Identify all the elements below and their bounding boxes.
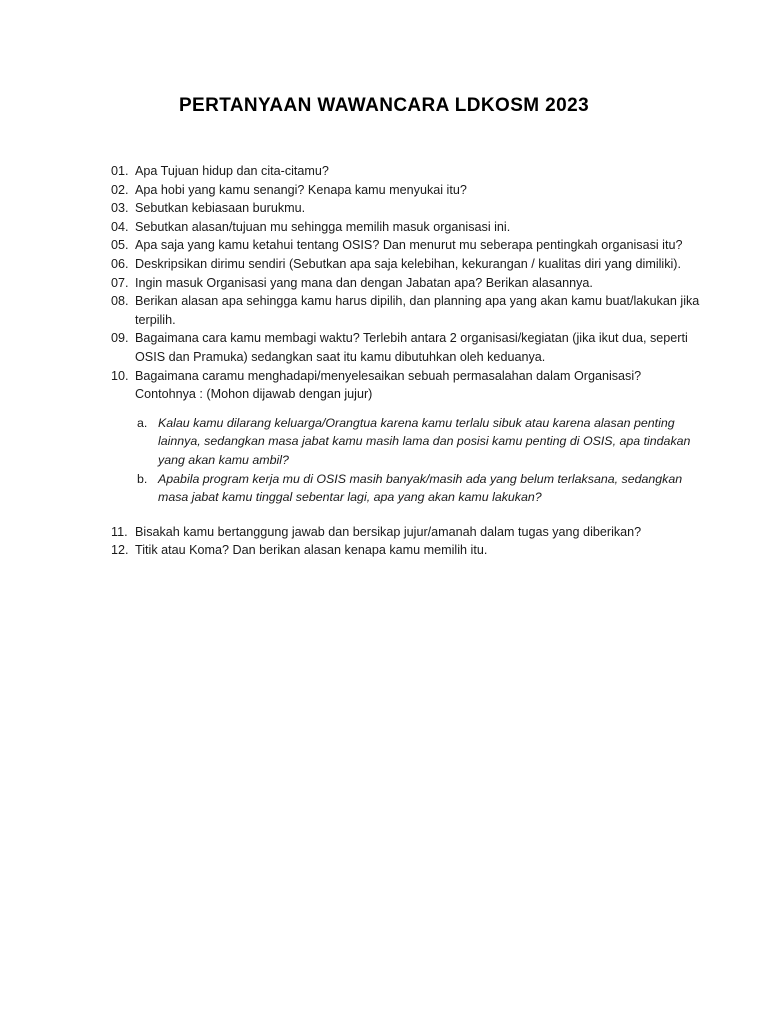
question-item-07 — [111, 274, 701, 293]
question-item-09 — [111, 329, 701, 366]
sub-question-letter: a. — [137, 415, 148, 430]
question-list — [111, 162, 701, 560]
question-number: 01. — [111, 164, 129, 178]
question-item-03 — [111, 199, 701, 218]
sub-question-text: Kalau kamu dilarang keluarga/Orangtua karena kamu terlalu sibuk atau karena alasan penting lainnya, sedangkan masa jabat kamu masih lama dan posisi kamu penting di OSIS, apa tindakan yang akan kamu ambil? — [158, 415, 691, 467]
question-item-11 — [111, 523, 701, 542]
question-text: Apa hobi yang kamu senangi? Kenapa kamu menyukai itu? — [135, 182, 467, 197]
question-text: Berikan alasan apa sehingga kamu harus dipilih, dan planning apa yang akan kamu buat/lakukan jika terpilih. — [135, 294, 700, 327]
question-number: 08. — [111, 294, 129, 309]
sub-question-list — [137, 414, 701, 507]
question-text: Apa Tujuan hidup dan cita-citamu? — [135, 164, 329, 178]
sub-question-item-b — [137, 470, 701, 507]
question-number: 03. — [111, 201, 129, 216]
question-item-04 — [111, 218, 701, 237]
question-item-05 — [111, 236, 701, 255]
question-text: Bagaimana cara kamu membagi waktu? Terlebih antara 2 organisasi/kegiatan (jika ikut dua, seperti OSIS dan Pramuka) sedangkan saat itu kamu dibutuhkan oleh keduanya. — [135, 331, 688, 364]
question-number: 09. — [111, 331, 129, 346]
question-item-10 — [111, 367, 701, 404]
question-text: Sebutkan alasan/tujuan mu sehingga memilih masuk organisasi ini. — [135, 219, 511, 234]
question-number: 02. — [111, 182, 129, 197]
document-title: PERTANYAAN WAWANCARA LDKOSM 2023 — [178, 95, 590, 116]
question-item-01 — [111, 162, 701, 181]
question-number: 07. — [111, 275, 129, 290]
question-text: Sebutkan kebiasaan burukmu. — [135, 201, 306, 216]
sub-question-letter: b. — [137, 471, 148, 486]
question-text: Titik atau Koma? Dan berikan alasan kenapa kamu memilih itu. — [135, 543, 488, 558]
question-item-06 — [111, 255, 701, 274]
question-number: 06. — [111, 256, 129, 271]
question-item-02 — [111, 181, 701, 200]
question-number: 05. — [111, 238, 129, 253]
question-text: Bagaimana caramu menghadapi/menyelesaikan sebuah permasalahan dalam Organisasi? Contohnya : (Mohon dijawab dengan jujur) — [135, 368, 642, 402]
question-number: 12. — [111, 543, 129, 558]
question-text: Bisakah kamu bertanggung jawab dan bersikap jujur/amanah dalam tugas yang diberikan? — [135, 524, 642, 539]
question-number: 10. — [111, 368, 129, 383]
question-number: 11. — [111, 524, 128, 539]
sub-question-text: Apabila program kerja mu di OSIS masih banyak/masih ada yang belum terlaksana, sedangkan masa jabat kamu tinggal sebentar lagi, apa yang akan kamu lakukan? — [158, 471, 683, 505]
question-item-08 — [111, 292, 701, 329]
question-number: 04. — [111, 219, 129, 234]
question-text: Apa saja yang kamu ketahui tentang OSIS? Dan menurut mu seberapa pentingkah organisasi itu? — [135, 238, 683, 253]
sub-question-item-a — [137, 414, 701, 470]
question-text: Ingin masuk Organisasi yang mana dan dengan Jabatan apa? Berikan alasannya. — [135, 275, 593, 290]
question-text: Deskripsikan dirimu sendiri (Sebutkan apa saja kelebihan, kekurangan / kualitas diri yang dimiliki). — [135, 256, 681, 271]
question-item-12 — [111, 541, 701, 560]
